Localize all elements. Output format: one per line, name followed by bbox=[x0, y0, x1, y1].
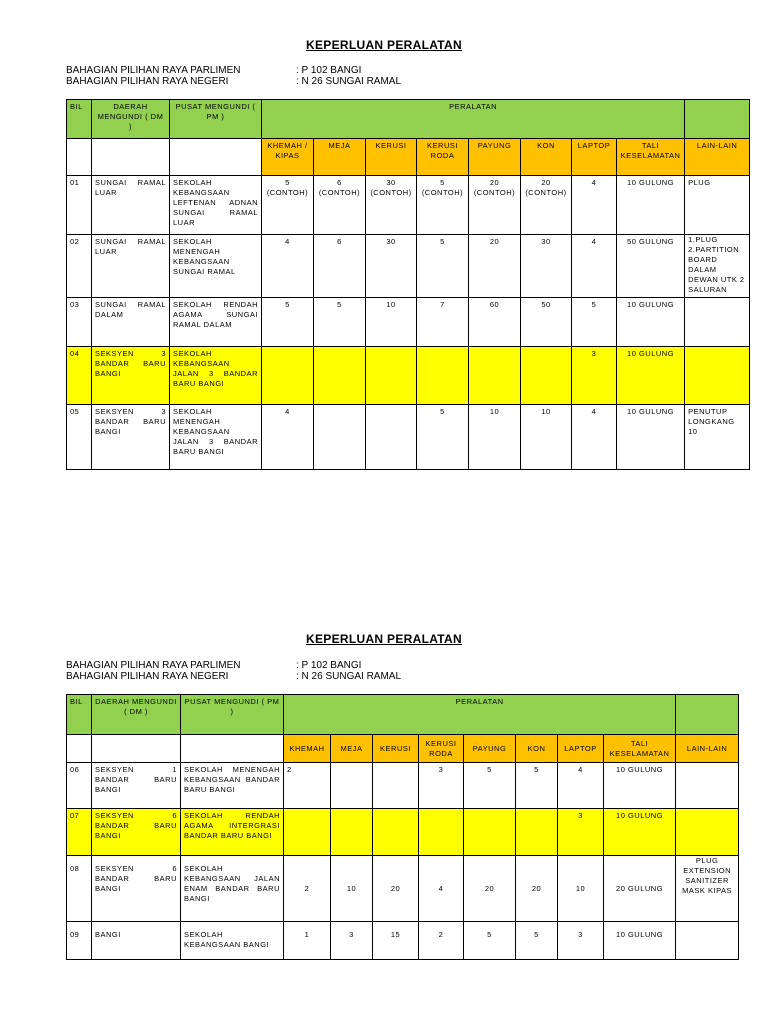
col-header: PAYUNG bbox=[464, 735, 516, 763]
cell-value: PLUG bbox=[685, 176, 750, 235]
cell-value bbox=[464, 809, 516, 856]
cell-value bbox=[331, 763, 373, 809]
header-bil: BIL bbox=[67, 695, 92, 735]
cell-value: 2 bbox=[284, 856, 331, 922]
cell-bil: 05 bbox=[67, 405, 92, 470]
cell-pm: SEKOLAH MENENGAH KEBANGSAAN SUNGAI RAMAL bbox=[170, 235, 262, 298]
cell-value: 3 bbox=[558, 809, 604, 856]
cell-value bbox=[676, 809, 739, 856]
meta-label-negeri: BAHAGIAN PILIHAN RAYA NEGERI bbox=[66, 671, 229, 682]
cell-value bbox=[516, 809, 558, 856]
cell-value: 30 bbox=[521, 235, 572, 298]
cell-value: 10 GULUNG bbox=[617, 347, 685, 405]
cell-value: 10 bbox=[558, 856, 604, 922]
col-header: KERUSI bbox=[373, 735, 419, 763]
cell-value: 10 GULUNG bbox=[617, 405, 685, 470]
col-header: MEJA bbox=[314, 139, 366, 176]
cell-dm: SEKSYEN 6 BANDAR BARU BANGI bbox=[92, 809, 181, 856]
cell-value: 4 bbox=[262, 235, 314, 298]
table-row-highlighted bbox=[67, 347, 750, 405]
cell-value bbox=[676, 763, 739, 809]
section-title: KEPERLUAN PERALATAN bbox=[306, 38, 462, 52]
col-header: LAPTOP bbox=[572, 139, 617, 176]
header-row-1 bbox=[67, 695, 739, 735]
col-header: KHEMAH / KIPAS bbox=[262, 139, 314, 176]
equipment-table bbox=[66, 694, 739, 960]
cell-dm: SEKSYEN 3 BANDAR BARU BANGI bbox=[92, 405, 170, 470]
table-row-highlighted bbox=[67, 809, 739, 856]
cell-value: 3 bbox=[419, 763, 464, 809]
cell-value bbox=[373, 809, 419, 856]
cell-value: 4 bbox=[558, 763, 604, 809]
table-row bbox=[67, 405, 750, 470]
header-blank bbox=[676, 695, 739, 735]
cell-value: 30 (CONTOH) bbox=[366, 176, 417, 235]
col-header: KERUSI RODA bbox=[417, 139, 469, 176]
col-header: KON bbox=[521, 139, 572, 176]
cell-value: 6 (CONTOH) bbox=[314, 176, 366, 235]
table-row bbox=[67, 235, 750, 298]
cell-value: 20 (CONTOH) bbox=[469, 176, 521, 235]
cell-value: 20 bbox=[373, 856, 419, 922]
col-header: MEJA bbox=[331, 735, 373, 763]
cell-bil: 02 bbox=[67, 235, 92, 298]
cell-dm: SUNGAI RAMAL DALAM bbox=[92, 298, 170, 347]
header-peralatan: PERALATAN bbox=[284, 695, 676, 735]
cell-bil: 07 bbox=[67, 809, 92, 856]
cell-value: 7 bbox=[417, 298, 469, 347]
header-pm: PUSAT MENGUNDI ( PM ) bbox=[181, 695, 284, 735]
cell-bil: 04 bbox=[67, 347, 92, 405]
cell-value bbox=[521, 347, 572, 405]
equipment-table bbox=[66, 99, 750, 470]
cell-value: 4 bbox=[572, 176, 617, 235]
cell-value: 5 bbox=[314, 298, 366, 347]
cell-bil: 08 bbox=[67, 856, 92, 922]
header-dm: DAERAH MENGUNDI ( DM ) bbox=[92, 100, 170, 139]
header-row-2 bbox=[67, 735, 739, 763]
cell-bil: 06 bbox=[67, 763, 92, 809]
cell-value bbox=[469, 347, 521, 405]
cell-value: 20 bbox=[469, 235, 521, 298]
cell-value: 10 bbox=[469, 405, 521, 470]
cell-bil: 01 bbox=[67, 176, 92, 235]
cell-value: 5 bbox=[464, 922, 516, 960]
cell-dm: SUNGAI RAMAL LUAR bbox=[92, 176, 170, 235]
col-header: LAIN-LAIN bbox=[676, 735, 739, 763]
cell-value: 4 bbox=[572, 235, 617, 298]
cell-value bbox=[685, 298, 750, 347]
meta-label-parlimen: BAHAGIAN PILIHAN RAYA PARLIMEN bbox=[66, 65, 241, 76]
header-row-2 bbox=[67, 139, 750, 176]
cell-value: 10 bbox=[521, 405, 572, 470]
cell-value: 6 bbox=[314, 235, 366, 298]
cell-value: PENUTUP LONGKANG 10 bbox=[685, 405, 750, 470]
header-bil: BIL bbox=[67, 100, 92, 139]
cell-pm: SEKOLAH KEBANGSAAN BANGI bbox=[181, 922, 284, 960]
cell-value: 2 bbox=[284, 763, 331, 809]
table-row bbox=[67, 176, 750, 235]
col-header: PAYUNG bbox=[469, 139, 521, 176]
cell-value: 3 bbox=[331, 922, 373, 960]
col-header: KERUSI RODA bbox=[419, 735, 464, 763]
meta-value-parlimen: : P 102 BANGI bbox=[296, 65, 362, 76]
cell-pm: SEKOLAH KEBANGSAAN LEFTENAN ADNAN SUNGAI RAMAL LUAR bbox=[170, 176, 262, 235]
cell-dm: SUNGAI RAMAL LUAR bbox=[92, 235, 170, 298]
cell-value: 4 bbox=[572, 405, 617, 470]
cell-dm: SEKSYEN 1 BANDAR BARU BANGI bbox=[92, 763, 181, 809]
cell-pm: SEKOLAH RENDAH AGAMA SUNGAI RAMAL DALAM bbox=[170, 298, 262, 347]
cell-value bbox=[284, 809, 331, 856]
cell-value: 10 GULUNG bbox=[604, 763, 676, 809]
cell-value: 5 (CONTOH) bbox=[417, 176, 469, 235]
cell-value bbox=[366, 347, 417, 405]
table-row bbox=[67, 763, 739, 809]
cell-value: 5 bbox=[464, 763, 516, 809]
cell-value: 3 bbox=[558, 922, 604, 960]
cell-pm: SEKOLAH MENENGAH KEBANGSAAN JALAN 3 BANDAR BARU BANGI bbox=[170, 405, 262, 470]
cell-value bbox=[676, 922, 739, 960]
col-header: LAIN-LAIN bbox=[685, 139, 750, 176]
cell-value: 5 bbox=[572, 298, 617, 347]
col-header: LAPTOP bbox=[558, 735, 604, 763]
cell-value bbox=[419, 809, 464, 856]
cell-value bbox=[417, 347, 469, 405]
cell-pm: SEKOLAH RENDAH AGAMA INTERGRASI BANDAR BARU BANGI bbox=[181, 809, 284, 856]
col-header: TALI KESELAMATAN bbox=[617, 139, 685, 176]
header-pm: PUSAT MENGUNDI ( PM ) bbox=[170, 100, 262, 139]
cell-value: 2 bbox=[419, 922, 464, 960]
cell-value: 1.PLUG 2.PARTITION BOARD DALAM DEWAN UTK 2 SALURAN bbox=[685, 235, 750, 298]
cell-value: 5 bbox=[516, 763, 558, 809]
cell-value: 10 GULUNG bbox=[604, 809, 676, 856]
header-row-1 bbox=[67, 100, 750, 139]
cell-value bbox=[373, 763, 419, 809]
cell-value: 20 (CONTOH) bbox=[521, 176, 572, 235]
cell-value: 10 GULUNG bbox=[617, 176, 685, 235]
cell-dm: SEKSYEN 6 BANDAR BARU BANGI bbox=[92, 856, 181, 922]
col-header: KERUSI bbox=[366, 139, 417, 176]
meta-label-negeri: BAHAGIAN PILIHAN RAYA NEGERI bbox=[66, 76, 229, 87]
col-header: KHEMAH bbox=[284, 735, 331, 763]
cell-value: 50 GULUNG bbox=[617, 235, 685, 298]
cell-value bbox=[314, 405, 366, 470]
meta-label-parlimen: BAHAGIAN PILIHAN RAYA PARLIMEN bbox=[66, 660, 241, 671]
header-peralatan: PERALATAN bbox=[262, 100, 685, 139]
cell-value: 60 bbox=[469, 298, 521, 347]
cell-bil: 03 bbox=[67, 298, 92, 347]
cell-value: 20 bbox=[516, 856, 558, 922]
cell-pm: SEKOLAH MENENGAH KEBANGSAAN BANDAR BARU BANGI bbox=[181, 763, 284, 809]
cell-value: 4 bbox=[262, 405, 314, 470]
cell-value bbox=[262, 347, 314, 405]
table-row bbox=[67, 298, 750, 347]
header-blank bbox=[685, 100, 750, 139]
cell-value: 20 GULUNG bbox=[604, 856, 676, 922]
table-row bbox=[67, 922, 739, 960]
meta-value-parlimen: : P 102 BANGI bbox=[296, 660, 362, 671]
section-title: KEPERLUAN PERALATAN bbox=[306, 632, 462, 646]
cell-value: 20 bbox=[464, 856, 516, 922]
cell-value: 10 bbox=[366, 298, 417, 347]
cell-value: 5 (CONTOH) bbox=[262, 176, 314, 235]
cell-value: 10 bbox=[331, 856, 373, 922]
cell-value bbox=[685, 347, 750, 405]
col-header: KON bbox=[516, 735, 558, 763]
col-header: TALI KESELAMATAN bbox=[604, 735, 676, 763]
table-row bbox=[67, 856, 739, 922]
cell-value: 30 bbox=[366, 235, 417, 298]
cell-value bbox=[314, 347, 366, 405]
header-dm: DAERAH MENGUNDI ( DM ) bbox=[92, 695, 181, 735]
cell-value: 5 bbox=[262, 298, 314, 347]
cell-dm: SEKSYEN 3 BANDAR BARU BANGI bbox=[92, 347, 170, 405]
cell-dm: BANGI bbox=[92, 922, 181, 960]
cell-pm: SEKOLAH KEBANGSAAN JALAN 3 BANDAR BARU BANGI bbox=[170, 347, 262, 405]
cell-value: 3 bbox=[572, 347, 617, 405]
cell-pm: SEKOLAH KEBANGSAAN JALAN ENAM BANDAR BARU BANGI bbox=[181, 856, 284, 922]
cell-value: 1 bbox=[284, 922, 331, 960]
cell-value: 15 bbox=[373, 922, 419, 960]
cell-bil: 09 bbox=[67, 922, 92, 960]
cell-value bbox=[366, 405, 417, 470]
cell-value: 5 bbox=[417, 235, 469, 298]
meta-value-negeri: : N 26 SUNGAI RAMAL bbox=[296, 671, 402, 682]
cell-value: 5 bbox=[516, 922, 558, 960]
cell-value: 10 GULUNG bbox=[604, 922, 676, 960]
cell-value bbox=[331, 809, 373, 856]
cell-value: 4 bbox=[419, 856, 464, 922]
meta-value-negeri: : N 26 SUNGAI RAMAL bbox=[296, 76, 402, 87]
cell-value: PLUG EXTENSION SANITIZER MASK KIPAS bbox=[676, 856, 739, 922]
cell-value: 10 GULUNG bbox=[617, 298, 685, 347]
cell-value: 5 bbox=[417, 405, 469, 470]
cell-value: 50 bbox=[521, 298, 572, 347]
